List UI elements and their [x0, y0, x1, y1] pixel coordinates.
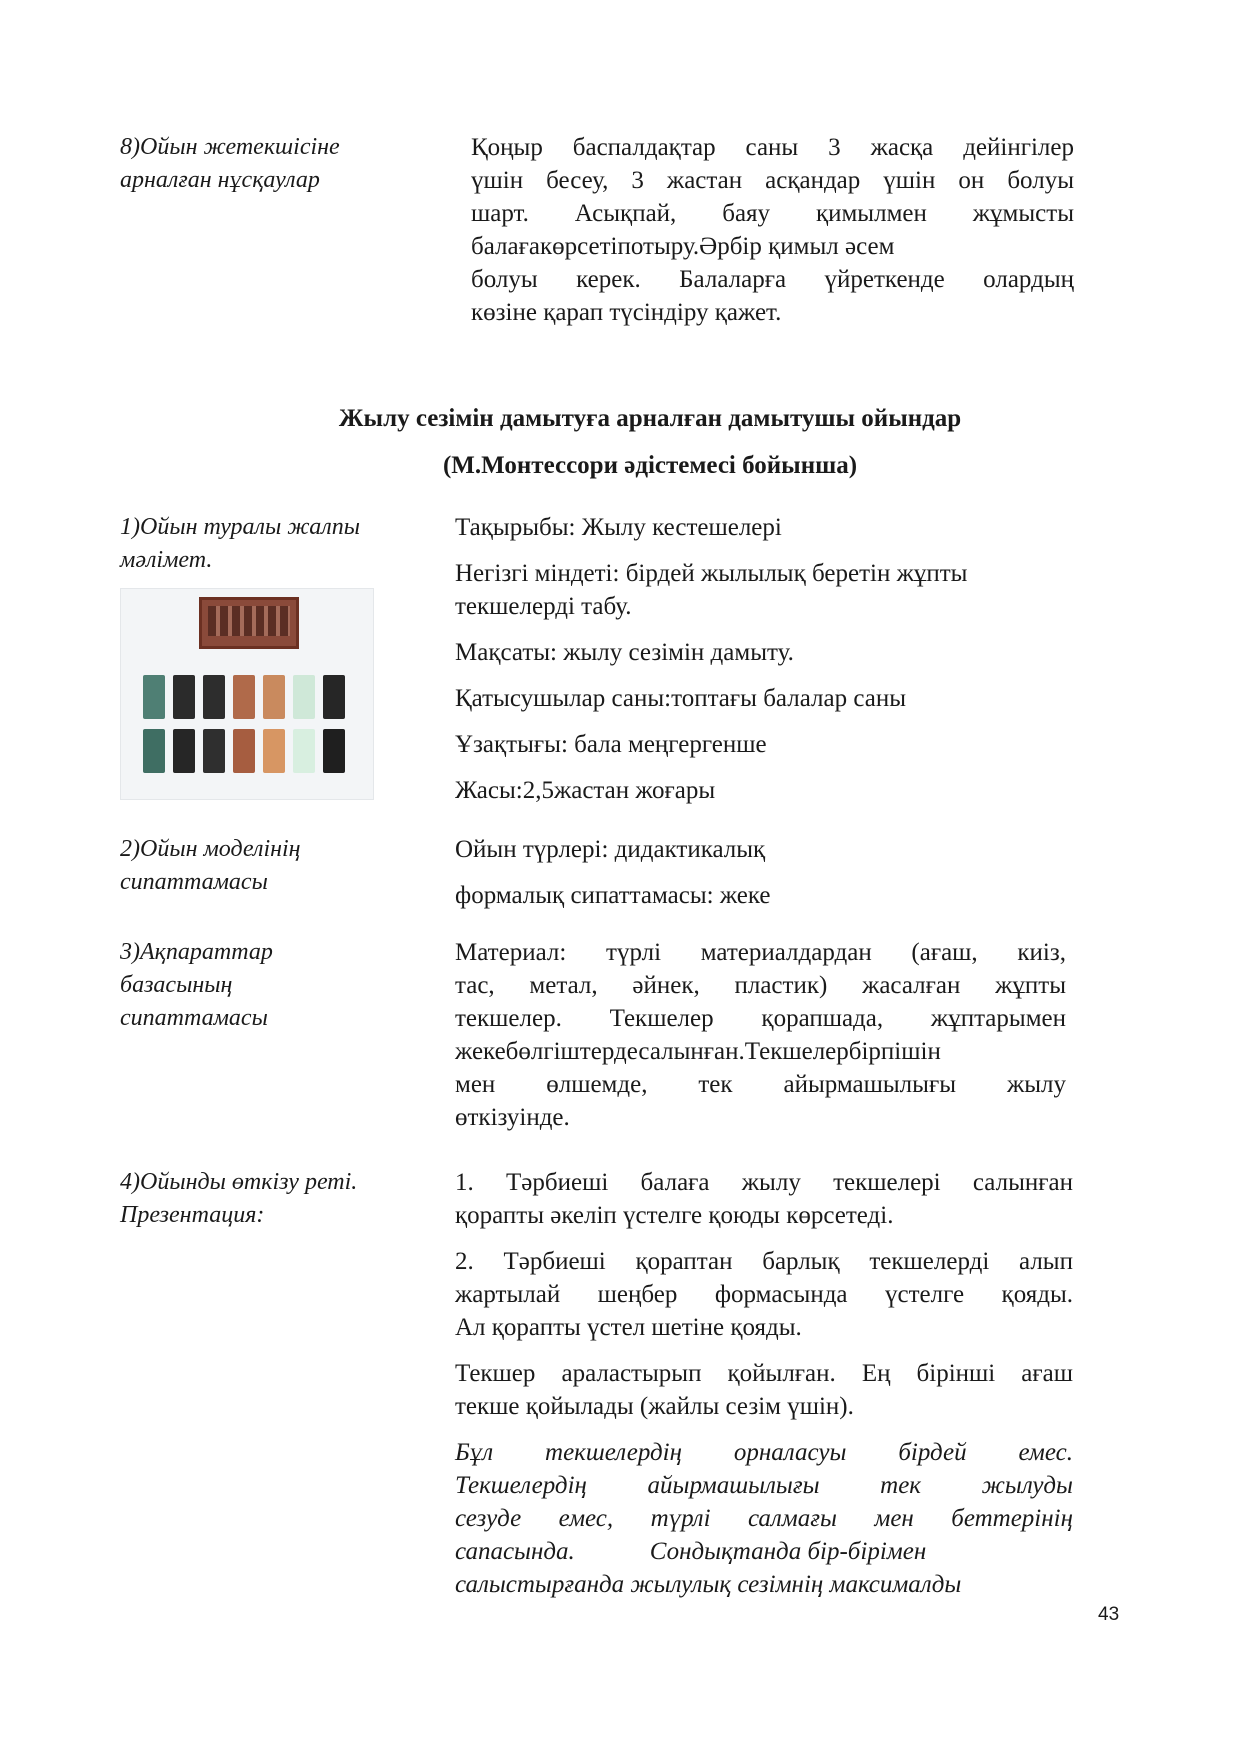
section-4-label [120, 1166, 440, 1232]
section-heading [240, 405, 1060, 433]
section-4-label-line: Презентация: [120, 1202, 265, 1228]
tile [143, 729, 165, 773]
paragraph-2 [455, 1245, 1073, 1344]
text-line: жекебөлгіштердесалынған.Текшелербірпішін [455, 1038, 941, 1065]
section-3-label-line: сипаттамасы [120, 1005, 268, 1031]
text-line: тас, метал, әйнек, пластик) жасалған жұпты [455, 972, 1066, 999]
section-4-text [455, 1166, 1073, 1601]
text-line: балағакөрсетіпотыру.Әрбір қимыл әсем [471, 233, 895, 260]
section-2-label-line: сипаттамасы [120, 869, 268, 895]
text-line: мен өлшемде, тек айырмашылығы жылу [455, 1071, 1066, 1098]
tile [293, 729, 315, 773]
section-3-label-line: базасының [120, 972, 233, 998]
text-line: Бұл текшелердің орналасуы бірдей емес. [455, 1439, 1073, 1466]
tile [323, 729, 345, 773]
tile [203, 675, 225, 719]
paragraph-4 [455, 1436, 1073, 1601]
text-line: Материал: түрлі материалдардан (ағаш, киіз, [455, 939, 1066, 966]
text-line: 1. Тәрбиеші балаға жылу текшелері салынған [455, 1169, 1073, 1196]
section-2-text [455, 833, 1075, 912]
section-2-label-line: 2)Ойын моделінің [120, 836, 301, 862]
item-game-types: Ойын түрлері: дидактикалық [455, 836, 766, 863]
section-2-label [120, 833, 420, 899]
item-duration: Ұзақтығы: бала меңгергенше [455, 731, 767, 758]
section-1-label [120, 511, 420, 577]
heading-line-2: (М.Монтессори әдістемесі бойынша) [442, 452, 858, 479]
heading-line-1: Жылу сезімін дамытуға арналған дамытушы ойындар [338, 405, 962, 432]
text-line: салыстырғанда жылулық сезімнің максималды [455, 1571, 962, 1598]
text-line: үшін бесеу, 3 жастан асқандар үшін он болуы [471, 167, 1074, 194]
section-3-label-line: 3)Ақпараттар [120, 939, 273, 965]
tile [233, 729, 255, 773]
item-age: Жасы:2,5жастан жоғары [455, 777, 716, 804]
text-line: жартылай шеңбер формасында үстелге қояды. [455, 1281, 1073, 1308]
tile [323, 675, 345, 719]
text-line: Қоңыр баспалдақтар саны 3 жасқа дейінгілер [471, 134, 1074, 161]
text-line: сезуде емес, түрлі салмағы мен беттерінің [455, 1505, 1073, 1532]
tile [263, 729, 285, 773]
section-1-label-line: мәлімет. [120, 547, 213, 573]
tile [143, 675, 165, 719]
item-task: Негізгі міндеті: бірдей жылылық беретін жұпты [455, 560, 968, 587]
tile [233, 675, 255, 719]
item-form: формалық сипаттамасы: жеке [455, 882, 771, 909]
section-3-label [120, 936, 420, 1035]
tile [293, 675, 315, 719]
tile [203, 729, 225, 773]
section-1-text [455, 511, 1075, 807]
section-1-label-line: 1)Ойын туралы жалпы [120, 514, 360, 540]
item-participants: Қатысушылар саны:топтағы балалар саны [455, 685, 907, 712]
text-line: 2. Тәрбиеші қораптан барлық текшелерді алып [455, 1248, 1073, 1275]
text-line: Текшер араластырып қойылған. Ең бірінші ағаш [455, 1360, 1073, 1387]
section-8-label-line: 8)Ойын жетекшісіне [120, 134, 340, 160]
tile [173, 675, 195, 719]
paragraph-1 [455, 1166, 1073, 1232]
page-number: 43 [1098, 1604, 1120, 1625]
section-8-label [120, 131, 420, 197]
text-line: шарт. Асықпай, баяу қимылмен жұмысты [471, 200, 1074, 227]
section-4-label-line: 4)Ойынды өткізу реті. [120, 1169, 358, 1195]
paragraph-3 [455, 1357, 1073, 1423]
text-line: Текшелердің айырмашылығы тек жылуды [455, 1472, 1073, 1499]
text-line: сапасында. Сондықтанда бір-бірімен [455, 1538, 927, 1565]
tile [173, 729, 195, 773]
text-line: Ал қорапты үстел шетіне қояды. [455, 1314, 802, 1341]
tablet-box [199, 597, 299, 649]
tile [263, 675, 285, 719]
text-line: көзіне қарап түсіндіру қажет. [471, 299, 782, 326]
text-line: болуы керек. Балаларға үйреткенде олардың [471, 266, 1074, 293]
section-8-label-line: арналған нұсқаулар [120, 167, 320, 193]
item-topic: Тақырыбы: Жылу кестешелері [455, 514, 782, 541]
text-line: өткізуінде. [455, 1104, 570, 1131]
text-line: қорапты әкеліп үстелге қоюды көрсетеді. [455, 1202, 894, 1229]
thermic-tablets-photo [120, 588, 374, 800]
item-goal: Мақсаты: жылу сезімін дамыту. [455, 639, 794, 666]
text-line: текше қойылады (жайлы сезім үшін). [455, 1393, 854, 1420]
section-3-text [455, 936, 1066, 1134]
section-subheading [240, 452, 1060, 480]
text-line: текшелер. Текшелер қорапшада, жұптарымен [455, 1005, 1066, 1032]
section-8-text [471, 131, 1074, 329]
item-task-cont: текшелерді табу. [455, 593, 632, 620]
